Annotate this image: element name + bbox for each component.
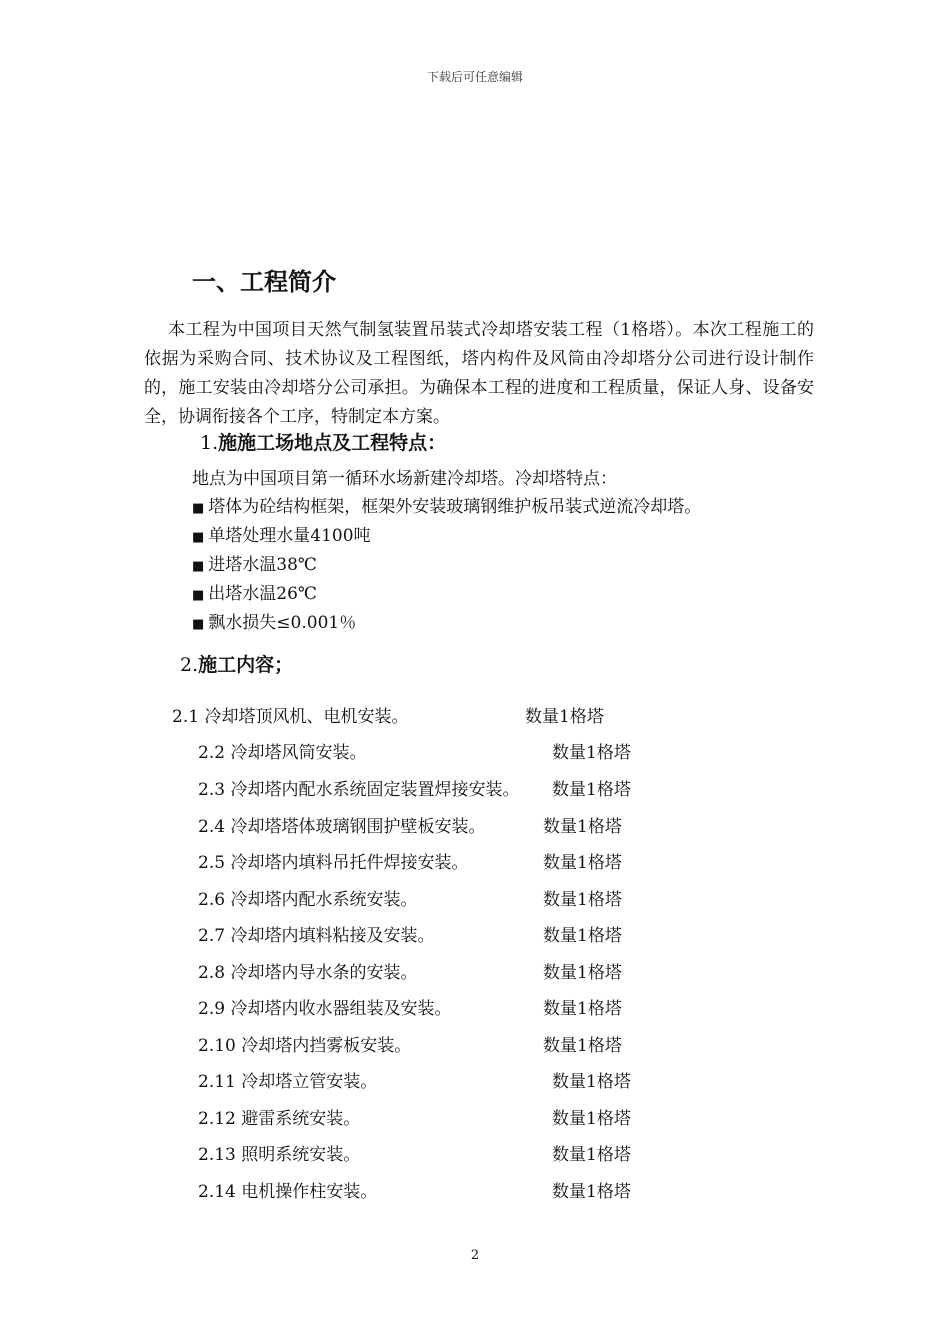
bullet-item: [192, 492, 701, 517]
location-text: 地点为中国项目第一循环水场新建冷却塔。冷却塔特点：: [192, 469, 617, 489]
subsection-2-heading: [180, 650, 293, 677]
work-item-label: 2.7 冷却塔内填料粘接及安装。: [198, 926, 435, 946]
subsection-2-title: 施工内容；: [198, 654, 294, 676]
square-bullet-icon: ■: [192, 530, 205, 545]
work-item-label: 2.13 照明系统安装。: [198, 1145, 361, 1165]
square-bullet-icon: ■: [192, 617, 205, 632]
work-item-quantity: 数量1格塔: [552, 743, 631, 763]
bullet-item: [192, 521, 371, 546]
bullet-text: 飘水损失≤0.001％: [208, 613, 357, 633]
page-number: 2: [470, 1248, 480, 1263]
bullet-text: 出塔水温26℃: [208, 584, 317, 604]
work-item-label: 2.5 冷却塔内填料吊托件焊接安装。: [198, 853, 469, 873]
page-header: 下载后可任意编辑: [426, 70, 523, 84]
bullet-text: 塔体为砼结构框架，框架外安装玻璃钢维护板吊装式逆流冷却塔。: [208, 497, 702, 517]
work-item-quantity: 数量1格塔: [543, 1036, 622, 1056]
work-item-quantity: 数量1格塔: [543, 999, 622, 1019]
work-item-quantity: 数量1格塔: [552, 1182, 631, 1202]
subsection-1-number: 1.: [200, 432, 219, 454]
work-item-quantity: 数量1格塔: [543, 853, 622, 873]
work-item-quantity: 数量1格塔: [543, 963, 622, 983]
section-title: 一、工程简介: [192, 268, 336, 296]
work-item-quantity: 数量1格塔: [543, 817, 622, 837]
bullet-text: 进塔水温38℃: [208, 555, 317, 575]
bullet-item: [192, 579, 317, 604]
work-item-label: 2.11 冷却塔立管安装。: [198, 1072, 378, 1092]
work-item-quantity: 数量1格塔: [525, 707, 604, 727]
work-item-label: 2.14 电机操作柱安装。: [198, 1182, 378, 1202]
work-item-label: 2.6 冷却塔内配水系统安装。: [198, 890, 418, 910]
work-item-quantity: 数量1格塔: [552, 1072, 631, 1092]
work-item-quantity: 数量1格塔: [543, 890, 622, 910]
bullet-item: [192, 550, 317, 575]
work-item-quantity: 数量1格塔: [552, 1145, 631, 1165]
square-bullet-icon: ■: [192, 559, 205, 574]
bullet-item: [192, 608, 356, 633]
intro-paragraph: 本工程为中国项目天然气制氢装置吊装式冷却塔安装工程（1格塔）。本次工程施工的依据为采购合同、技术协议及工程图纸，塔内构件及风筒由冷却塔分公司进行设计制作的，施工安装由冷却塔分公司承担。为确保本工程的进度和工程质量，保证人身、设备安全，协调衔接各个工序，特制定本方案。: [144, 320, 814, 427]
square-bullet-icon: ■: [192, 501, 205, 516]
work-item-quantity: 数量1格塔: [543, 926, 622, 946]
work-item-quantity: 数量1格塔: [552, 780, 631, 800]
work-item-label: 2.8 冷却塔内导水条的安装。: [198, 963, 418, 983]
square-bullet-icon: ■: [192, 588, 205, 603]
work-item-label: 2.9 冷却塔内收水器组装及安装。: [198, 999, 452, 1019]
work-item-quantity: 数量1格塔: [552, 1109, 631, 1129]
work-item-label: 2.3 冷却塔内配水系统固定装置焊接安装。: [198, 780, 520, 800]
work-item-label: 2.2 冷却塔风筒安装。: [198, 743, 367, 763]
work-item-label: 2.12 避雷系统安装。: [198, 1109, 361, 1129]
work-item-label: 2.1 冷却塔顶风机、电机安装。: [172, 707, 409, 727]
work-item-label: 2.4 冷却塔塔体玻璃钢围护壁板安装。: [198, 817, 486, 837]
bullet-text: 单塔处理水量4100吨: [208, 526, 371, 546]
subsection-1-heading: [200, 428, 446, 455]
subsection-1-title: 施施工场地点及工程特点：: [218, 432, 447, 454]
subsection-2-number: 2.: [180, 654, 199, 676]
work-item-label: 2.10 冷却塔内挡雾板安装。: [198, 1036, 412, 1056]
